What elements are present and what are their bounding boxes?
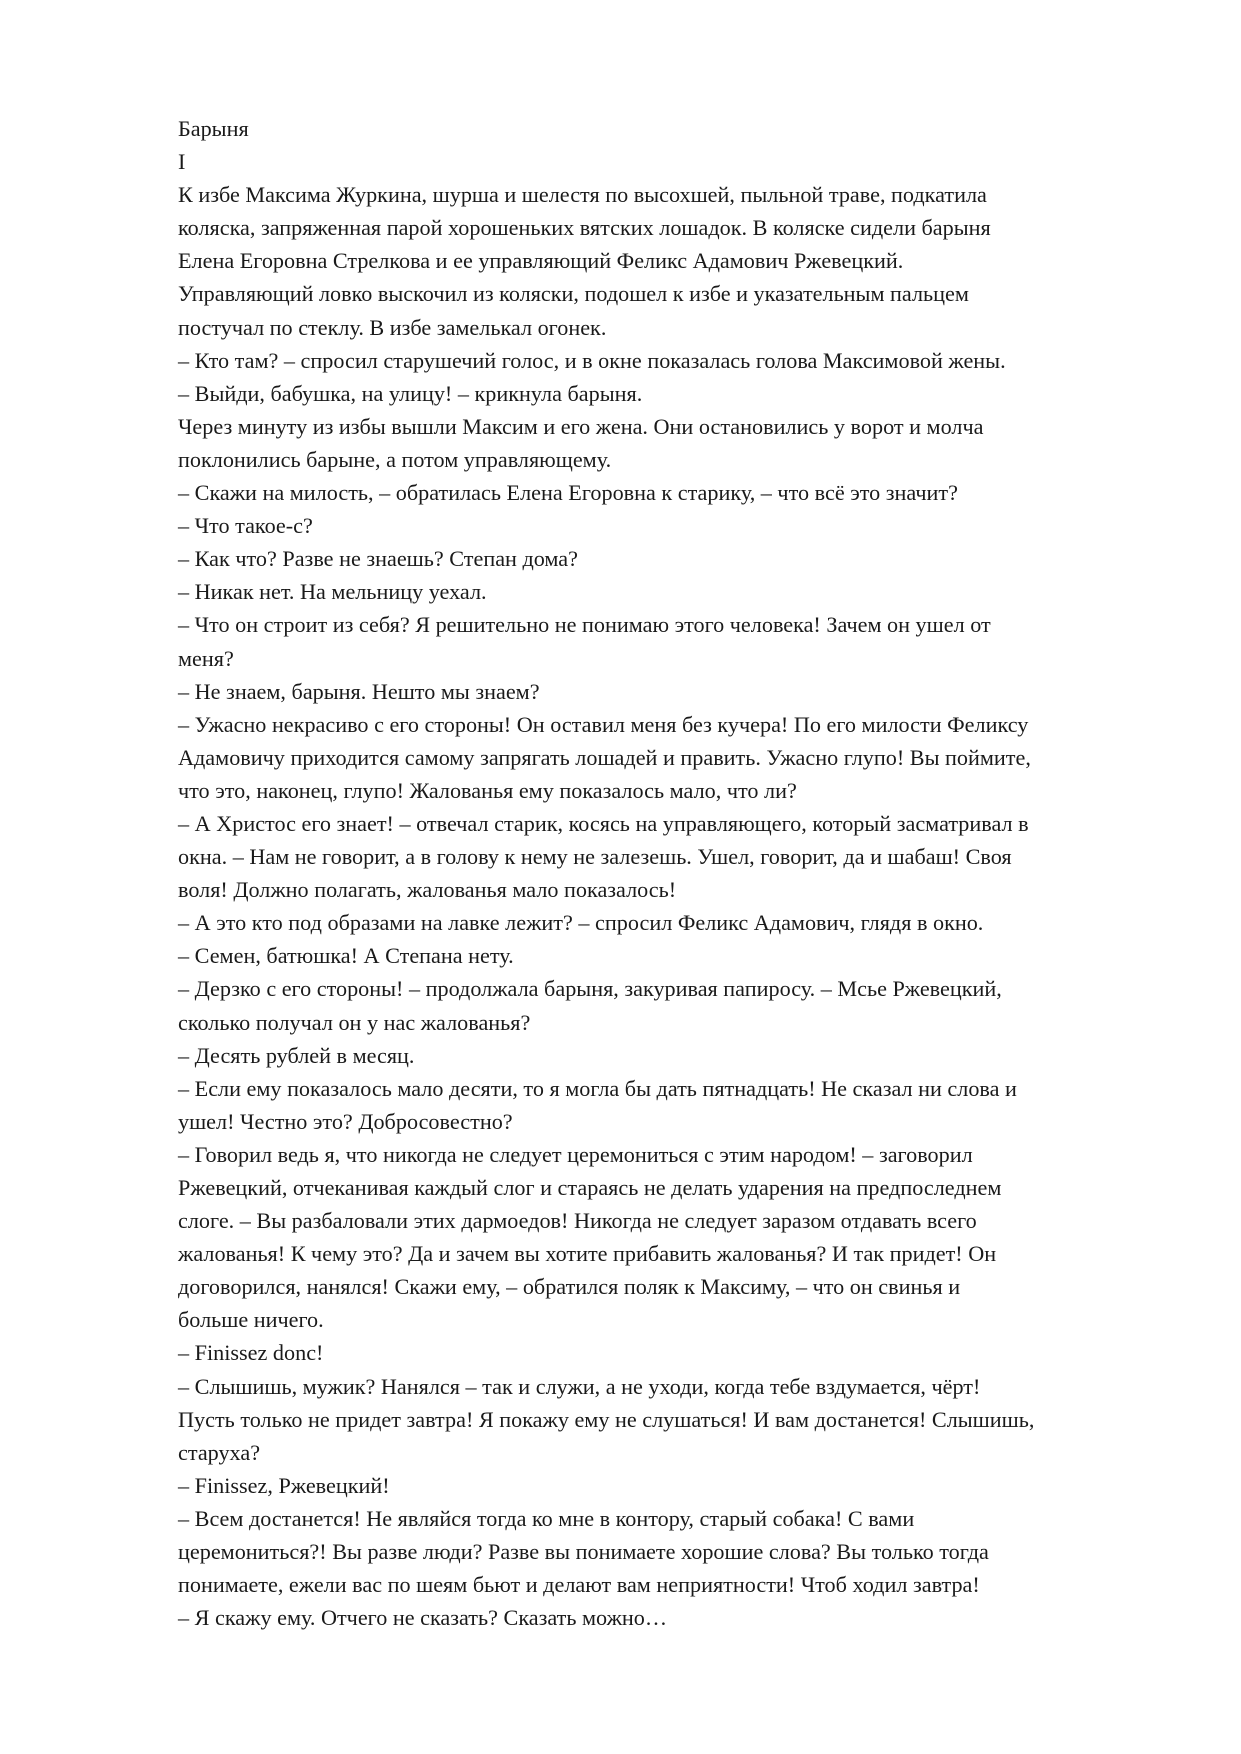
text-line: – Finissez donc! <box>178 1340 324 1366</box>
text-line: окна. – Нам не говорит, а в голову к нему не залезешь. Ушел, говорит, да и шабаш! Своя <box>178 844 1012 870</box>
text-line: воля! Должно полагать, жалованья мало показалось! <box>178 877 677 903</box>
text-line: постучал по стеклу. В избе замелькал огонек. <box>178 314 607 340</box>
text-line: старуха? <box>178 1439 261 1465</box>
text-line: меня? <box>178 645 234 671</box>
text-line: – Если ему показалось мало десяти, то я могла бы дать пятнадцать! Не сказал ни слова и <box>178 1075 1017 1101</box>
text-line: больше ничего. <box>178 1307 324 1333</box>
text-line: слоге. – Вы разбаловали этих дармоедов! Никогда не следует заразом отдавать всего <box>178 1208 977 1234</box>
text-line: – Дерзко с его стороны! – продолжала барыня, закуривая папиросу. – Мсье Ржевецкий, <box>178 976 1002 1002</box>
text-line: – А это кто под образами на лавке лежит? – спросил Феликс Адамович, глядя в окно. <box>178 910 984 936</box>
text-line: – Как что? Разве не знаешь? Степан дома? <box>178 546 579 572</box>
text-line: – Семен, батюшка! А Степана нету. <box>178 943 514 969</box>
chapter-number: I <box>178 149 186 175</box>
text-line: – Что он строит из себя? Я решительно не понимаю этого человека! Зачем он ушел от <box>178 612 991 638</box>
text-line: – Я скажу ему. Отчего не сказать? Сказать можно… <box>178 1605 668 1631</box>
text-line: понимаете, ежели вас по шеям бьют и делают вам неприятности! Чтоб ходил завтра! <box>178 1572 980 1598</box>
document-body <box>178 178 1178 1634</box>
text-line: сколько получал он у нас жалованья? <box>178 1009 531 1035</box>
text-line: Ржевецкий, отчеканивая каждый слог и стараясь не делать ударения на предпоследнем <box>178 1175 1002 1200</box>
text-line: – Ужасно некрасиво с его стороны! Он оставил меня без кучера! По его милости Феликсу <box>178 711 1029 737</box>
text-line: – Выйди, бабушка, на улицу! – крикнула барыня. <box>178 380 643 406</box>
text-line: коляска, запряженная парой хорошеньких вятских лошадок. В коляске сидели барыня <box>178 215 991 241</box>
document-page <box>178 112 1178 1634</box>
text-line: – Что такое-с? <box>178 513 313 539</box>
text-line: – Кто там? – спросил старушечий голос, и в окне показалась голова Максимовой жены. <box>178 347 1006 373</box>
text-line: – Не знаем, барыня. Нешто мы знаем? <box>178 678 540 704</box>
text-line: Управляющий ловко выскочил из коляски, подошел к избе и указательным пальцем <box>178 281 969 307</box>
text-line: Пусть только не придет завтра! Я покажу ему не слушаться! И вам достанется! Слышишь, <box>178 1406 1035 1432</box>
text-line: – Скажи на милость, – обратилась Елена Егоровна к старику, – что всё это значит? <box>178 480 958 506</box>
text-line: церемониться?! Вы разве люди? Разве вы понимаете хорошие слова? Вы только тогда <box>178 1539 989 1565</box>
text-line: – Десять рублей в месяц. <box>178 1042 415 1068</box>
text-line: – А Христос его знает! – отвечал старик, косясь на управляющего, который засматривал в <box>178 810 1029 836</box>
text-line: К избе Максима Журкина, шурша и шелестя по высохшей, пыльной траве, подкатила <box>178 182 987 208</box>
text-line: – Слышишь, мужик? Нанялся – так и служи, а не уходи, когда тебе вздумается, чёрт! <box>178 1373 981 1399</box>
text-line: – Никак нет. На мельницу уехал. <box>178 579 487 605</box>
text-line: Елена Егоровна Стрелкова и ее управляющий Феликс Адамович Ржевецкий. <box>178 248 904 274</box>
text-line: жалованья! К чему это? Да и зачем вы хотите прибавить жалованья? И так придет! Он <box>178 1241 997 1267</box>
text-line: – Всем достанется! Не являйся тогда ко мне в контору, старый собака! С вами <box>178 1505 915 1531</box>
text-line: – Говорил ведь я, что никогда не следует церемониться с этим народом! – заговорил <box>178 1141 973 1167</box>
text-line: – Finissez, Ржевецкий! <box>178 1472 390 1498</box>
text-line: ушел! Честно это? Добросовестно? <box>178 1108 513 1134</box>
document-title: Барыня <box>178 116 249 141</box>
text-line: договорился, нанялся! Скажи ему, – обратился поляк к Максиму, – что он свинья и <box>178 1274 961 1300</box>
text-line: поклонились барыне, а потом управляющему. <box>178 446 612 472</box>
text-line: Через минуту из избы вышли Максим и его жена. Они остановились у ворот и молча <box>178 413 984 439</box>
text-line: что это, наконец, глупо! Жалованья ему показалось мало, что ли? <box>178 777 797 803</box>
text-line: Адамовичу приходится самому запрягать лошадей и править. Ужасно глупо! Вы поймите, <box>178 744 1031 770</box>
